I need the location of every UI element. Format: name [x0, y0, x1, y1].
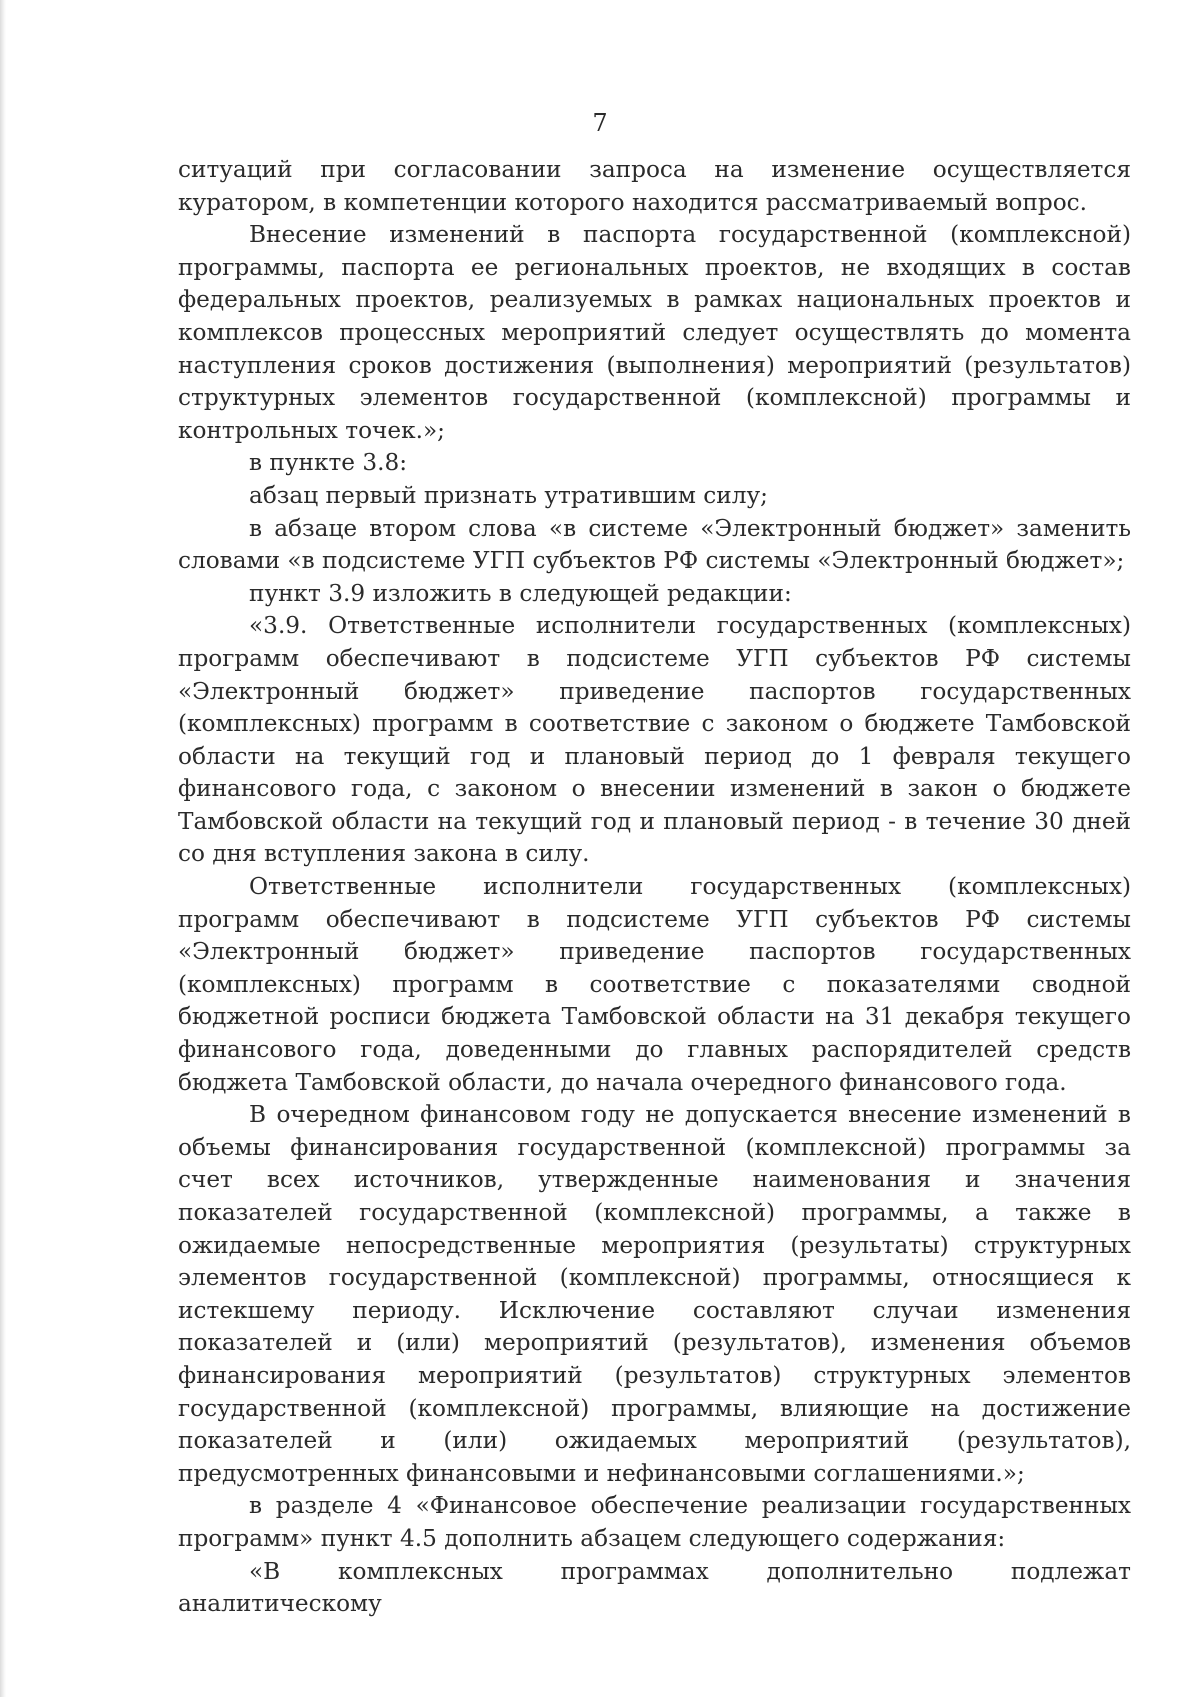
- document-body: [178, 154, 1131, 1621]
- paragraph-responsible-executors: Ответственные исполнители государственных (комплексных) программ обеспечивают в подсистеме УГП субъектов РФ системы «Электронный бюджет» приведение паспортов государственных (комплексных) программ в соответствие с показателями сводной бюджетной росписи бюджета Тамбовской области на 31 декабря текущего финансового года, доведенными до главных распорядителей средств бюджета Тамбовской области, до начала очередного финансового года.: [178, 873, 1131, 1096]
- scan-edge-shadow: [0, 0, 6, 1697]
- paragraph-complex-programs: «В комплексных программах дополнительно подлежат аналитическому: [178, 1557, 1131, 1618]
- page-number: 7: [592, 109, 608, 137]
- paragraph-continuation: ситуаций при согласовании запроса на изменение осуществляется куратором, в компетенции которого находится рассматриваемый вопрос.: [178, 156, 1131, 216]
- paragraph-point-3-8: в пункте 3.8:: [249, 449, 408, 477]
- paragraph-section-4: в разделе 4 «Финансовое обеспечение реализации государственных программ» пункт 4.5 дополнить абзацем следующего содержания:: [178, 1492, 1131, 1552]
- paragraph-next-financial-year: В очередном финансовом году не допускается внесение изменений в объемы финансирования государственной (комплексной) программы за счет всех источников, утвержденные наименования и значения показателей государственной (комплексной) программы, а также в ожидаемые непосредственные мероприятия (результаты) структурных элементов государственной (комплексной) программы, относящиеся к истекшему периоду. Исключение составляют случаи изменения показателей и (или) мероприятий (результатов), изменения объемов финансирования мероприятий (результатов) структурных элементов государственной (комплексной) программы, влияющие на достижение показателей и (или) ожидаемых мероприятий (результатов), предусмотренных финансовыми и нефинансовыми соглашениями.»;: [178, 1101, 1131, 1487]
- paragraph-passport-changes: Внесение изменений в паспорта государственной (комплексной) программы, паспорта ее региональных проектов, не входящих в состав федеральных проектов, реализуемых в рамках национальных проектов и комплексов процессных мероприятий следует осуществлять до момента наступления сроков достижения (выполнения) мероприятий (результатов) структурных элементов государственной (комплексной) программы и контрольных точек.»;: [178, 221, 1131, 444]
- paragraph-point-3-9-intro: пункт 3.9 изложить в следующей редакции:: [249, 579, 792, 607]
- paragraph-second-abzac: в абзаце втором слова «в системе «Электронный бюджет» заменить словами «в подсистеме УГП субъектов РФ системы «Электронный бюджет»;: [178, 514, 1131, 575]
- paragraph-point-3-9: «3.9. Ответственные исполнители государственных (комплексных) программ обеспечивают в подсистеме УГП субъектов РФ системы «Электронный бюджет» приведение паспортов государственных (комплексных) программ в соответствие с законом о бюджете Тамбовской области на текущий год и плановый период до 1 февраля текущего финансового года, с законом о внесении изменений в закон о бюджете Тамбовской области на текущий год и плановый период - в течение 30 дней со дня вступления закона в силу.: [178, 612, 1131, 868]
- paragraph-first-abzac: абзац первый признать утратившим силу;: [249, 481, 768, 509]
